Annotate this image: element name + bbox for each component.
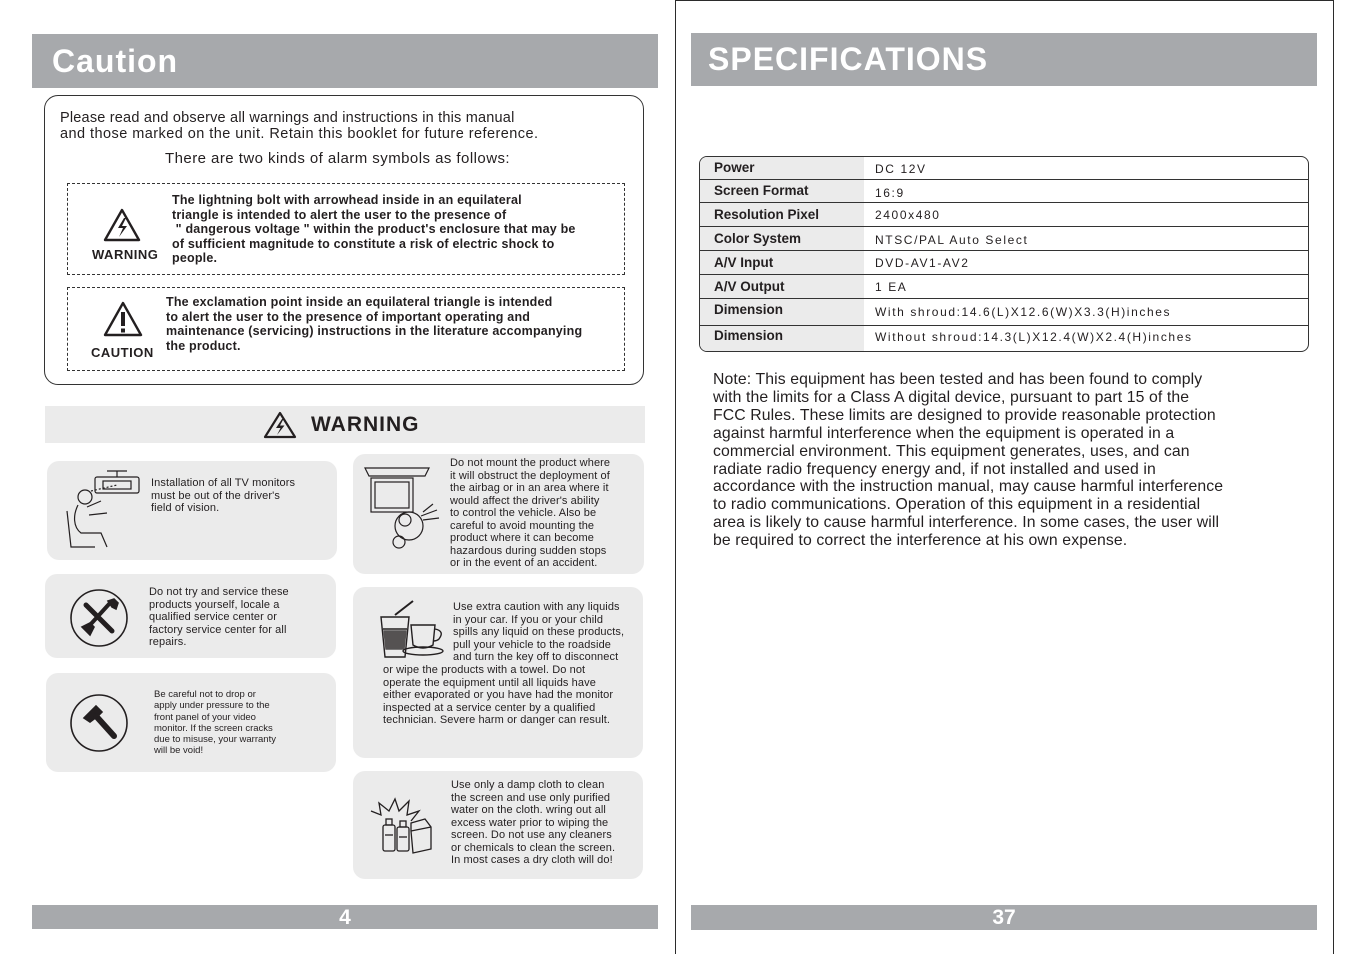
text-line: The lightning bolt with arrowhead inside in an equilateral <box>172 193 522 207</box>
text-line: in your car. If you or your child <box>453 613 604 626</box>
text-line: In most cases a dry cloth will do! <box>451 854 613 866</box>
page-number: 37 <box>992 906 1016 929</box>
card-liquids <box>353 587 643 758</box>
table-row <box>700 157 1308 180</box>
spec-value: Without shroud:14.3(L)X12.4(W)X2.4(H)inches <box>875 330 1193 344</box>
card-text <box>151 477 295 515</box>
intro-line-2: and those marked on the unit. Retain this booklet for future reference. <box>60 126 539 142</box>
text-line: Use extra caution with any liquids <box>453 601 620 613</box>
tools-icon <box>68 587 130 649</box>
table-row <box>700 275 1308 299</box>
table-row <box>700 251 1308 275</box>
drink-cup-icon <box>377 599 449 663</box>
text-line: careful to avoid mounting the <box>450 519 595 532</box>
spec-value: With shroud:14.6(L)X12.6(W)X3.3(H)inches <box>875 305 1172 319</box>
text-line: product where it can become <box>450 532 594 544</box>
table-row <box>700 180 1308 203</box>
text-line: Be careful not to drop or <box>154 689 256 700</box>
card-text <box>154 689 276 757</box>
text-line: or chemicals to clean the screen. <box>451 841 616 854</box>
text-line: triangle is intended to alert the user to the presence of <box>172 207 507 222</box>
page-number-bar <box>691 905 1317 930</box>
table-row <box>700 299 1308 326</box>
card-text <box>149 586 289 649</box>
text-line: field of vision. <box>151 502 220 514</box>
spec-label: Dimension <box>700 326 864 351</box>
text-line: inspected at a service center by a qualified <box>383 701 596 714</box>
card-drivers-view <box>47 461 337 560</box>
spec-value: 1 EA <box>875 280 908 294</box>
warning-heading: WARNING <box>311 413 420 436</box>
table-row <box>700 227 1308 251</box>
text-line: pull your vehicle to the roadside <box>453 638 612 651</box>
spec-label: Screen Format <box>700 180 864 202</box>
warning-symbol-box <box>67 183 625 275</box>
caution-box <box>44 95 644 385</box>
text-line: due to misuse, your warranty <box>154 734 276 746</box>
lightning-triangle-icon <box>103 208 141 242</box>
spec-label: Color System <box>700 227 864 250</box>
text-line: operate the equipment until all liquids have <box>383 676 596 689</box>
text-line: or wipe the products with a towel. Do not <box>383 664 586 676</box>
driver-monitor-icon <box>55 467 141 553</box>
text-line: or in the event of an accident. <box>450 557 598 569</box>
card-airbag <box>353 454 644 574</box>
text-line: monitor. If the screen cracks <box>154 722 273 734</box>
spec-value: 16:9 <box>875 186 905 200</box>
warning-description <box>172 193 576 266</box>
spec-label: Resolution Pixel <box>700 203 864 226</box>
card-drop <box>46 673 336 772</box>
warning-band <box>45 406 645 443</box>
card-cleaning <box>353 771 643 879</box>
text-line: it will obstruct the deployment of <box>450 469 610 482</box>
text-line: spills any liquid on these products, <box>453 626 625 638</box>
caution-symbol-box <box>67 287 625 371</box>
text-line: technician. Severe harm or danger can result. <box>383 714 611 726</box>
text-line: Do not mount the product where <box>450 457 611 469</box>
hammer-icon <box>68 692 130 754</box>
text-line: the product. <box>166 338 241 353</box>
text-line: of sufficient magnitude to constitute a risk of electric shock to <box>172 236 555 251</box>
text-line: hazardous during sudden stops <box>450 544 607 557</box>
text-line: Installation of all TV monitors <box>151 477 296 489</box>
spec-value: NTSC/PAL Auto Select <box>875 233 1029 247</box>
page-number-bar <box>32 905 658 929</box>
text-line: Do not try and service these <box>149 586 289 598</box>
caution-title-bar <box>32 34 658 88</box>
spec-value: DVD-AV1-AV2 <box>875 256 970 270</box>
spec-label: Dimension <box>700 299 864 325</box>
text-line: screen. Do not use any cleaners <box>451 829 612 841</box>
spec-value: DC 12V <box>875 162 927 176</box>
spec-label: A/V Output <box>700 275 864 298</box>
text-line: Use only a damp cloth to clean <box>451 779 605 791</box>
text-line: the screen and use only purified <box>451 791 611 804</box>
text-line: The exclamation point inside an equilateral triangle is intended <box>166 295 553 309</box>
table-row <box>700 326 1308 351</box>
caution-description <box>166 295 582 353</box>
page-number: 4 <box>339 906 351 929</box>
text-line: water on the cloth. wring out all <box>451 804 606 816</box>
text-line: front panel of your video <box>154 711 256 723</box>
text-line: products yourself, locale a <box>149 598 280 611</box>
text-line: maintenance (servicing) instructions in the literature accompanying <box>166 324 583 338</box>
lightning-triangle-icon <box>263 411 297 439</box>
card-text-top <box>453 601 624 664</box>
card-text <box>451 779 615 867</box>
text-line: " dangerous voltage " within the product's enclosure that may be <box>172 222 576 236</box>
page-divider <box>675 0 676 954</box>
text-line: and turn the key off to disconnect <box>453 651 619 663</box>
fcc-note: Note: This equipment has been tested and has been found to comply with the limits for a Class A digital device, pursuant to part 15 of the FCC Rules. These limits are designed to provide reasonable protection against harmful interference when the equipment is operated in a commercial environment. This equipment generates, uses, and can radiate radio frequency energy and, if not installed and used in accordance with the instruction manual, may cause harmful interference to radio communications. Operation of this equipment in a residential area is likely to cause harmful interference. In some cases, the user will be required to correct the interference at his own expense. <box>713 371 1224 550</box>
text-line: must be out of the driver's <box>151 489 280 502</box>
card-text <box>450 457 610 570</box>
text-line: either evaporated or you have had the monitor <box>383 689 614 701</box>
right-page-top-border <box>675 0 1334 1</box>
spec-label: A/V Input <box>700 251 864 274</box>
text-line: repairs. <box>149 636 187 648</box>
text-line: will be void! <box>154 745 204 757</box>
card-service <box>45 574 336 658</box>
exclamation-triangle-icon <box>103 301 143 337</box>
text-line: qualified service center or <box>149 611 278 623</box>
page-title: Caution <box>52 43 179 79</box>
specifications-table <box>699 156 1309 352</box>
page-title: SPECIFICATIONS <box>708 41 989 77</box>
text-line: to alert the user to the presence of important operating and <box>166 309 531 324</box>
table-row <box>700 203 1308 227</box>
spec-label: Power <box>700 157 864 179</box>
right-page-right-border <box>1333 0 1334 954</box>
text-line: people. <box>172 251 218 265</box>
text-line: the airbag or in an area where it <box>450 482 609 494</box>
text-line: to control the vehicle. Also be <box>450 507 597 519</box>
caution-label: CAUTION <box>91 345 154 360</box>
airbag-icon <box>359 464 445 550</box>
spec-value: 2400x480 <box>875 208 941 222</box>
alarm-heading: There are two kinds of alarm symbols as follows: <box>165 150 511 167</box>
specifications-title-bar <box>691 33 1317 86</box>
card-text-bottom <box>383 664 613 727</box>
intro-line-1: Please read and observe all warnings and instructions in this manual <box>60 110 515 126</box>
text-line: apply under pressure to the <box>154 700 270 712</box>
text-line: would affect the driver's ability <box>450 494 600 507</box>
text-line: excess water prior to wiping the <box>451 816 609 829</box>
warning-label: WARNING <box>92 247 159 262</box>
cleaning-products-icon <box>367 797 437 857</box>
text-line: factory service center for all <box>149 623 287 636</box>
